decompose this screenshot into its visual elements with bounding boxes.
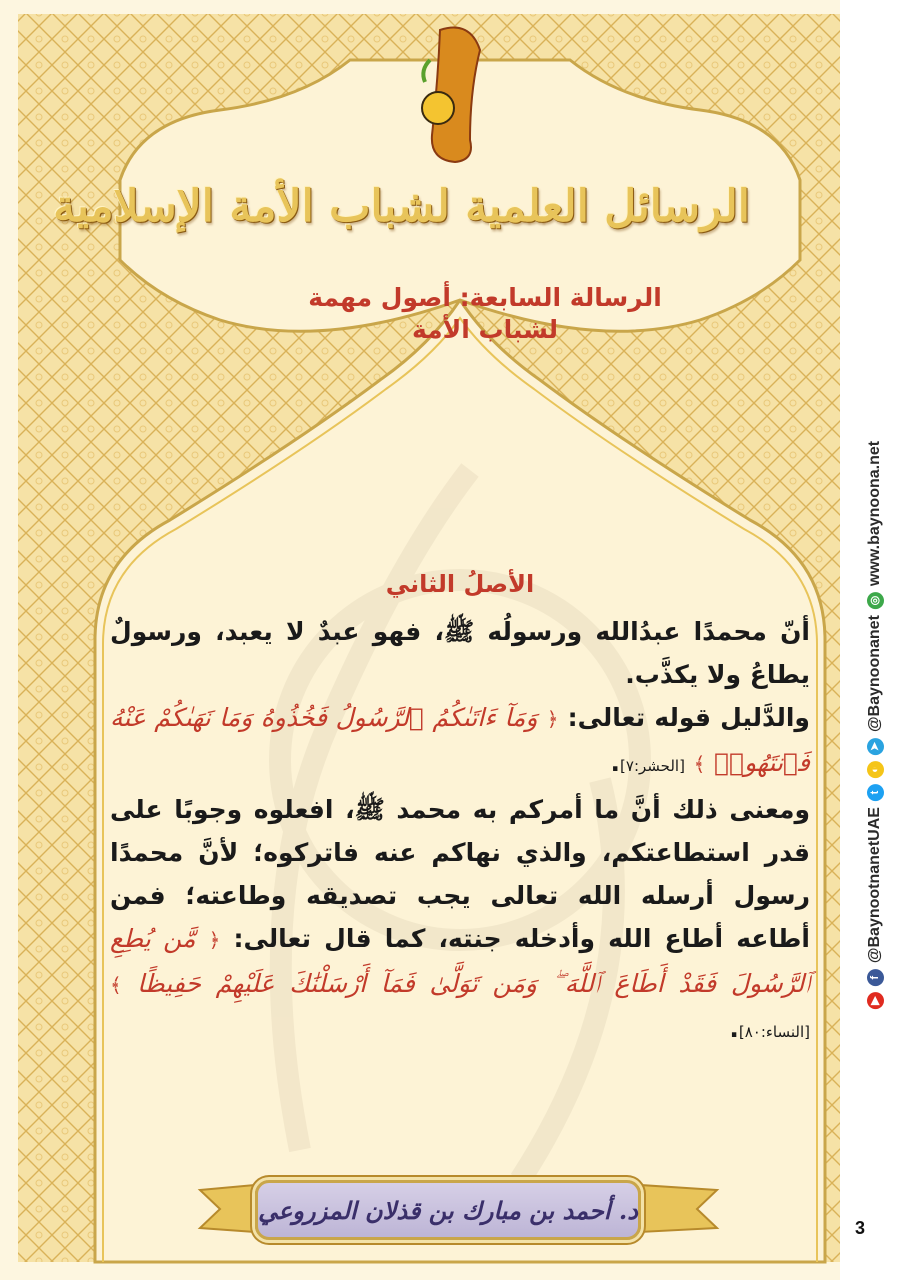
paragraph-2: والدَّليل قوله تعالى: ﴿ وَمَآ ءَاتَىٰكُمُ ٱلرَّسُولُ فَخُذُوهُ وَمَا نَهَىٰكُمْ عَنْهُ فَٱنتَهُوا۟ ﴾ [الحشر:٧]. [110,703,810,777]
subtitle-line-2: لشباب الأمة [411,315,559,344]
subtitle-line-1: الرسالة السابعة: أصول مهمة [308,283,662,312]
paragraph-3: ومعنى ذلك أنَّ ما أمركم به محمد ﷺ، افعلوه وجوبًا على قدر استطاعتكم، والذي نهاكم عنه فاتركوه؛ لأنَّ محمدًا رسول أرسله الله تعالى يجب تصديقه وطاعته؛ فمن أطاعه أطاع الله وأدخله جنته، كما قال تعالى: ﴿ مَّن يُطِعِ ٱلرَّسُولَ فَقَدْ أَطَاعَ ٱللَّهَ ۖ وَمَن تَوَلَّىٰ فَمَآ أَرْسَلْنَٰكَ عَلَيْهِمْ حَفِيظًا ﴾ [النساء:٨٠]. [110,795,810,1043]
quran-open-ornament-icon: ﴿ [208,928,221,952]
website-icon[interactable]: ◎ [867,592,884,609]
social-handle-2[interactable]: @Baynoonanet [866,615,883,733]
page-number: 3 [855,1218,866,1238]
quran-close-ornament-icon: ﴾ [110,973,122,997]
social-strip [855,395,895,1055]
author-plate [255,1180,641,1240]
series-title: الرسائل العلمية لشباب الأمة الإسلامية [53,181,750,232]
social-handle-1[interactable]: @BaynootnanetUAE [866,807,883,964]
quran-verse-1: وَمَآ ءَاتَىٰكُمُ ٱلرَّسُولُ فَخُذُوهُ وَمَا نَهَىٰكُمْ عَنْهُ فَٱنتَهُوا۟ [110,703,810,777]
twitter-icon[interactable]: t [867,784,884,801]
author-name: د. أحمد بن مبارك بن قذلان المزروعي [258,1195,638,1225]
quran-close-ornament-icon: ﴾ [693,752,706,776]
section-heading: الأصلُ الثاني [385,570,535,598]
subtitle [300,282,670,346]
evidence-intro: والدَّليل قوله تعالى: [567,703,810,732]
telegram-icon[interactable]: ➤ [867,738,884,755]
explanation-text: ومعنى ذلك أنَّ ما أمركم به محمد ﷺ، افعلوه وجوبًا على قدر استطاعتكم، والذي نهاكم عنه فاتركوه؛ لأنَّ محمدًا رسول أرسله الله تعالى يجب تصديقه وطاعته؛ فمن أطاعه أطاع الله وأدخله جنته، كما قال تعالى: [110,795,810,953]
verse-reference-1: [الحشر:٧] [620,757,685,775]
social-links [866,441,884,1009]
youtube-icon[interactable]: ▶ [867,992,884,1009]
website-link[interactable]: www.baynoona.net [866,440,883,587]
verse-reference-2: [النساء:٨٠] [738,1023,810,1041]
facebook-icon[interactable]: f [867,969,884,986]
main-content [110,570,810,1054]
snapchat-icon[interactable]: ◐ [867,761,884,778]
quran-open-ornament-icon: ﴿ [546,707,559,731]
quran-verse-2: مَّن يُطِعِ ٱلرَّسُولَ فَقَدْ أَطَاعَ ٱللَّهَ ۖ وَمَن تَوَلَّىٰ فَمَآ أَرْسَلْنَٰكَ عَلَيْهِمْ حَفِيظًا [110,924,810,998]
paragraph-1: أنّ محمدًا عبدُالله ورسولُه ﷺ، فهو عبدٌ لا يعبد، ورسولٌ يطاعُ ولا يكذَّب. [110,617,810,689]
